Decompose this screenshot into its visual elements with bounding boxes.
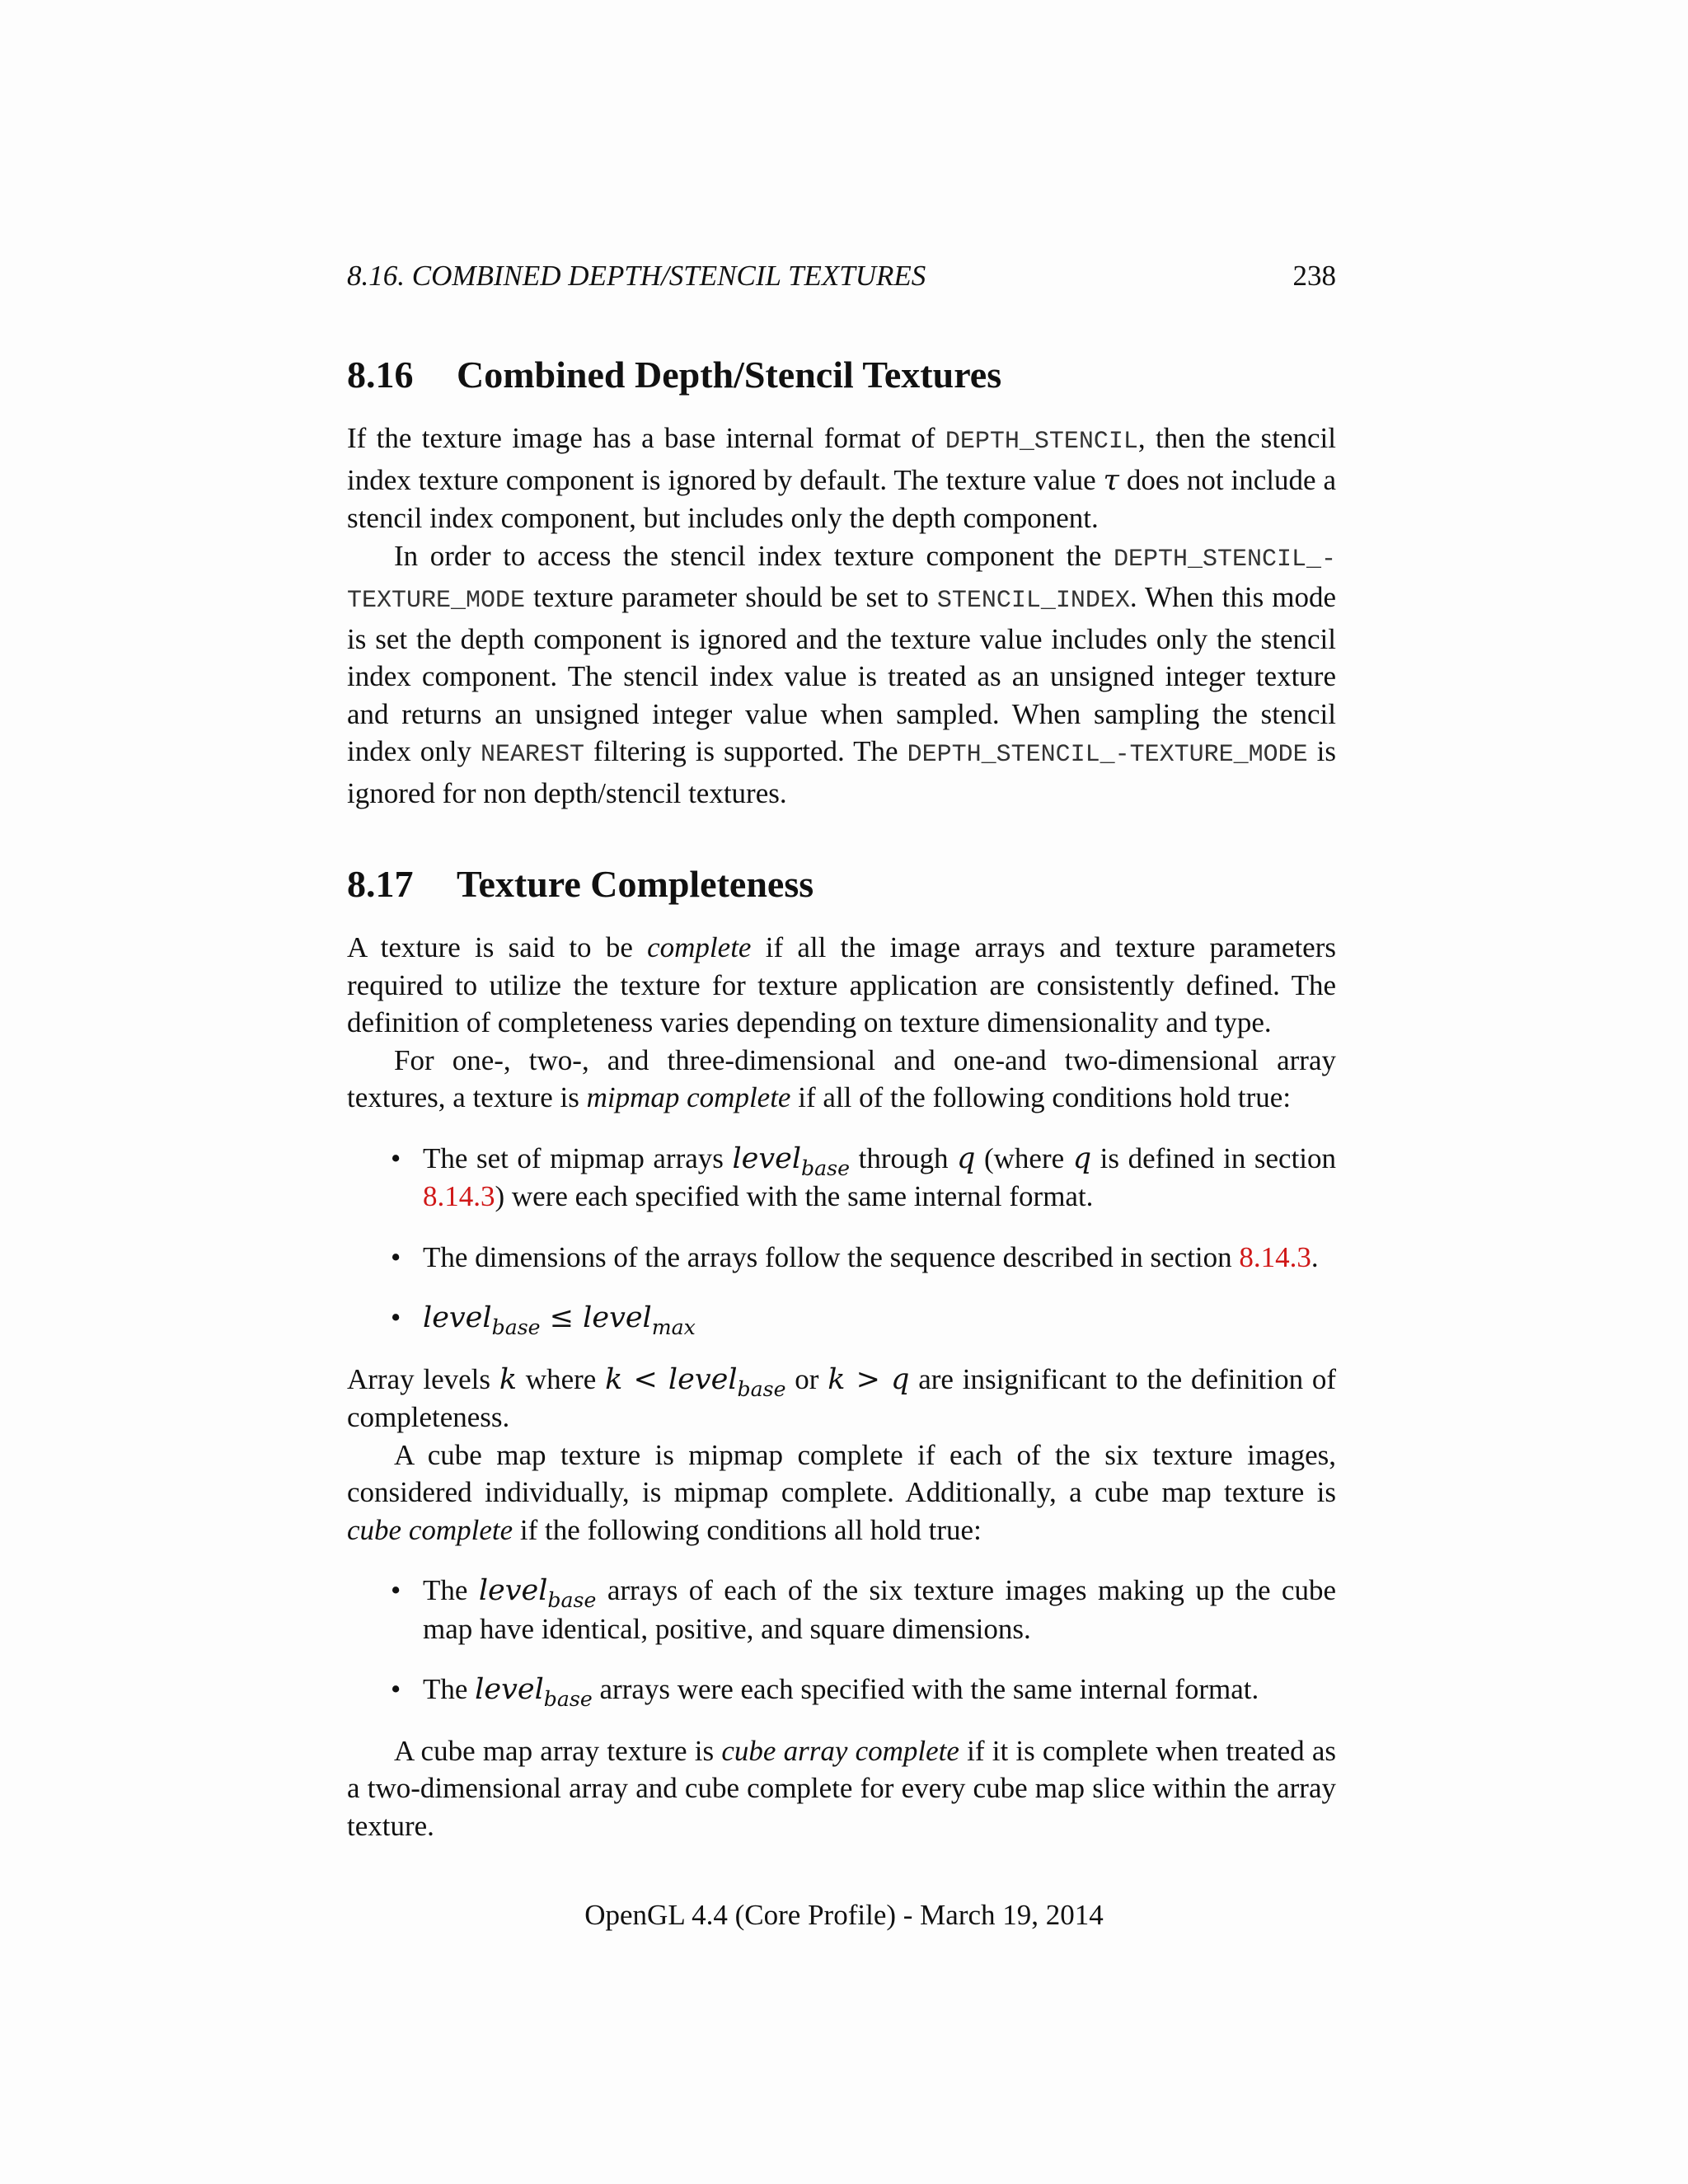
math-operator: ≤ xyxy=(540,1301,584,1334)
math-subscript: max xyxy=(651,1315,696,1339)
code-token: DEPTH_STENCIL_-TEXTURE_MODE xyxy=(347,545,1336,615)
page-footer: OpenGL 4.4 (Core Profile) - March 19, 2014 xyxy=(584,1899,1104,1931)
text: if it is complete when treated as a two-dimensional array and cube complete for every cube map slice within the array texture. xyxy=(347,1734,1336,1842)
emphasis: cube array complete xyxy=(721,1734,959,1767)
page-number: 238 xyxy=(1292,260,1336,292)
paragraph xyxy=(347,537,1336,813)
page-content xyxy=(347,257,1336,1844)
running-header xyxy=(347,257,1336,298)
math-var: level xyxy=(732,1141,802,1175)
math-subscript: base xyxy=(547,1587,597,1612)
text: A texture is said to be xyxy=(347,931,648,963)
section-link[interactable]: 8.14.3 xyxy=(1239,1240,1311,1273)
code-token: DEPTH_STENCIL_-TEXTURE_MODE xyxy=(907,741,1308,769)
text: The xyxy=(423,1673,476,1705)
math-var: level xyxy=(478,1574,548,1607)
math-level-base xyxy=(475,1673,593,1711)
paragraph xyxy=(347,929,1336,1042)
math-q: q xyxy=(1072,1141,1092,1175)
code-token: STENCIL_INDEX xyxy=(936,587,1130,615)
math-expression xyxy=(423,1301,696,1339)
text: is defined in section xyxy=(1091,1141,1337,1174)
code-token: NEAREST xyxy=(480,741,584,769)
text: For one-, two-, and three-dimensional and one-and two-dimensional array textures, a texture is xyxy=(347,1043,1336,1113)
text: . xyxy=(1311,1240,1319,1273)
text: . When this mode is set the depth component is ignored and the texture value includes only the stencil index component. The stencil index value is treated as an unsigned integer texture and returns an unsigned integer value when sampled. When sampling the stencil index only xyxy=(347,581,1337,767)
math-q: q xyxy=(957,1141,976,1175)
paragraph xyxy=(347,419,1336,537)
text: Array levels xyxy=(347,1362,499,1395)
math-k: k xyxy=(499,1362,518,1396)
list-item xyxy=(347,1671,1336,1709)
list-item xyxy=(347,1239,1336,1277)
text: or xyxy=(785,1362,828,1395)
text: The dimensions of the arrays follow the sequence described in section xyxy=(423,1240,1240,1273)
text: , then the stencil index texture component is ignored by default. The texture value xyxy=(347,422,1336,496)
paragraph xyxy=(347,1436,1336,1549)
math-level-base xyxy=(478,1574,597,1612)
text: where xyxy=(517,1362,606,1395)
math-subscript: base xyxy=(801,1155,851,1180)
math-subscript: base xyxy=(491,1315,541,1339)
list-item xyxy=(347,1572,1336,1647)
bullet-list xyxy=(347,1572,1336,1709)
math-var: level xyxy=(668,1362,738,1396)
text: if the following conditions all hold true: xyxy=(513,1513,982,1546)
code-token: DEPTH_STENCIL xyxy=(945,428,1138,456)
math-var: level xyxy=(583,1301,652,1334)
text: are insignificant to the definition of completeness. xyxy=(347,1362,1336,1433)
section-title: Combined Depth/Stencil Textures xyxy=(457,354,1002,396)
math-subscript: base xyxy=(737,1376,786,1401)
text: if all the image arrays and texture parameters required to utilize the texture for texture application are consistently defined. The definition of completeness varies depending on texture dimensionality and type. xyxy=(347,931,1336,1038)
text: filtering is supported. The xyxy=(584,735,907,767)
text: In order to access the stencil index texture component the xyxy=(394,539,1114,572)
emphasis: complete xyxy=(647,931,752,963)
math-tau: τ xyxy=(1103,463,1119,497)
text: The xyxy=(423,1574,479,1606)
bullet-list xyxy=(347,1140,1336,1338)
emphasis: cube complete xyxy=(347,1513,513,1546)
math-var: k xyxy=(605,1362,623,1396)
text: arrays were each specified with the same internal format. xyxy=(592,1673,1259,1705)
text: is ignored for non depth/stencil textures. xyxy=(347,735,1336,809)
math-var: k xyxy=(828,1362,846,1396)
emphasis: mipmap complete xyxy=(586,1081,791,1113)
running-title: 8.16. COMBINED DEPTH/STENCIL TEXTURES xyxy=(347,260,926,292)
math-expression xyxy=(828,1363,909,1396)
text: (where xyxy=(975,1141,1073,1174)
paragraph xyxy=(347,1361,1336,1436)
math-var: level xyxy=(475,1673,544,1706)
text: does not include a stencil index component, but includes only the depth component. xyxy=(347,463,1336,534)
text: A cube map array texture is xyxy=(394,1734,722,1767)
text: ) were each specified with the same internal format. xyxy=(495,1180,1094,1212)
list-item xyxy=(347,1299,1336,1338)
text: through xyxy=(850,1141,958,1174)
text: A cube map texture is mipmap complete if each of the six texture images, considered individually, is mipmap complete. Additionally, a cube map texture is xyxy=(347,1438,1336,1508)
text: The set of mipmap arrays xyxy=(423,1141,733,1174)
math-var: q xyxy=(891,1362,910,1396)
math-expression xyxy=(605,1362,786,1401)
math-level-base xyxy=(732,1141,851,1180)
text: if all of the following conditions hold true: xyxy=(790,1081,1292,1113)
section-heading-8-17 xyxy=(347,861,1336,907)
text: If the texture image has a base internal format of xyxy=(347,422,945,454)
section-title: Texture Completeness xyxy=(457,863,814,905)
section-number: 8.17 xyxy=(347,863,414,905)
section-heading-8-16 xyxy=(347,352,1336,398)
section-link[interactable]: 8.14.3 xyxy=(423,1180,495,1212)
math-operator: > xyxy=(845,1362,892,1396)
paragraph xyxy=(347,1042,1336,1117)
math-operator: < xyxy=(622,1362,668,1396)
paragraph xyxy=(347,1732,1336,1845)
math-var: level xyxy=(423,1301,492,1334)
section-number: 8.16 xyxy=(347,354,414,396)
math-subscript: base xyxy=(543,1686,593,1711)
text: texture parameter should be set to xyxy=(525,581,937,613)
text: arrays of each of the six texture images making up the cube map have identical, positive, and square dimensions. xyxy=(423,1574,1336,1645)
list-item xyxy=(347,1140,1336,1216)
